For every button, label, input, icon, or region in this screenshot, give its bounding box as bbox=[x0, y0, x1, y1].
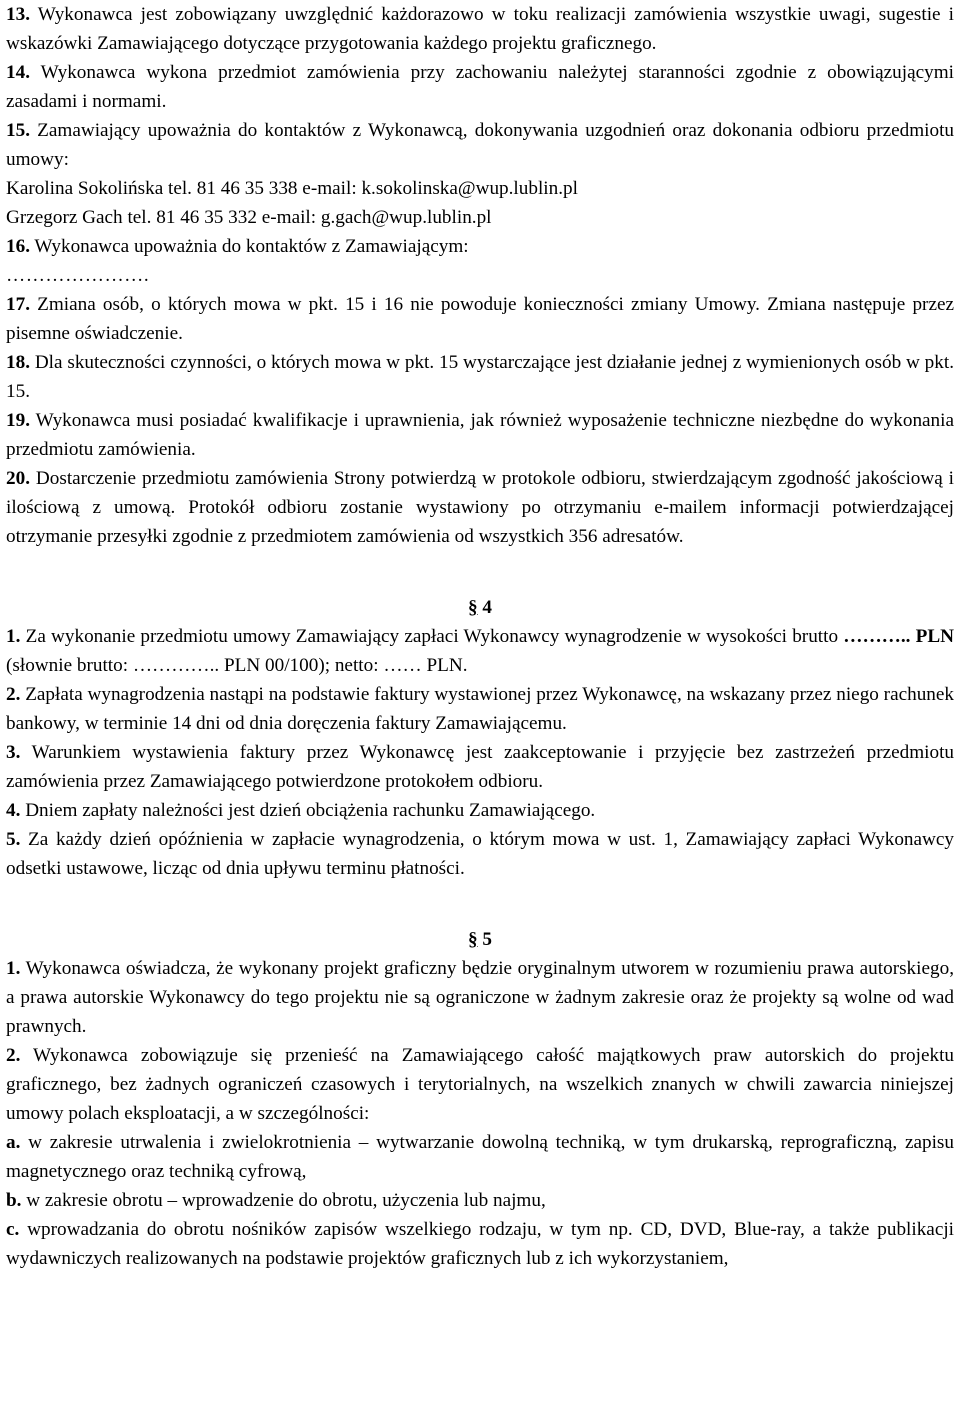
s4-paragraph-4 bbox=[6, 796, 954, 825]
s4-paragraph-5 bbox=[6, 825, 954, 883]
item-text: Zamawiający upoważnia do kontaktów z Wykonawcą, dokonywania uzgodnień oraz dokonania odbioru przedmiotu umowy: bbox=[6, 120, 954, 170]
item-text: Za wykonanie przedmiotu umowy Zamawiający zapłaci Wykonawcy wynagrodzenie w wysokości brutto bbox=[20, 626, 844, 647]
item-number: 5. bbox=[6, 829, 21, 850]
paragraph-14 bbox=[6, 58, 954, 116]
item-letter: a. bbox=[6, 1132, 21, 1153]
item-number: 14. bbox=[6, 62, 30, 83]
item-text: w zakresie obrotu – wprowadzenie do obrotu, użyczenia lub najmu, bbox=[21, 1190, 546, 1211]
item-number: 18. bbox=[6, 352, 30, 373]
item-text: Wykonawca musi posiadać kwalifikacje i uprawnienia, jak również wyposażenie techniczne niezbędne do wykonania przedmiotu zamówienia. bbox=[6, 410, 954, 460]
item-text: Wykonawca zobowiązuje się przenieść na Zamawiającego całość majątkowych praw autorskich do projektu graficznego, bez żadnych ograniczeń czasowych i terytorialnych, na wszelkich znanych w chwili zawarcia niniejszej umowy polach eksploatacji, a w szczególności: bbox=[6, 1045, 954, 1124]
s4-paragraph-2 bbox=[6, 680, 954, 738]
paragraph-17 bbox=[6, 290, 954, 348]
item-text: Zapłata wynagrodzenia nastąpi na podstawie faktury wystawionej przez Wykonawcę, na wskazany przez niego rachunek bankowy, w terminie 14 dni od dnia doręczenia faktury Zamawiającemu. bbox=[6, 684, 954, 734]
s4-paragraph-1 bbox=[6, 622, 954, 680]
paragraph-sign: § bbox=[468, 597, 478, 618]
amount-placeholder: ……….. PLN bbox=[843, 626, 954, 647]
item-text: Zmiana osób, o których mowa w pkt. 15 i 16 nie powoduje konieczności zmiany Umowy. Zmiana następuje przez pisemne oświadczenie. bbox=[6, 294, 954, 344]
item-letter: c. bbox=[6, 1219, 20, 1240]
section-number: 4 bbox=[482, 597, 492, 618]
item-text: Wykonawca upoważnia do kontaktów z Zamawiającym: bbox=[29, 236, 469, 257]
s5-item-c bbox=[6, 1215, 954, 1273]
contact-line-2: Grzegorz Gach tel. 81 46 35 332 e-mail: g.gach@wup.lublin.pl bbox=[6, 207, 492, 228]
s5-paragraph-1 bbox=[6, 954, 954, 1041]
item-number: 17. bbox=[6, 294, 30, 315]
item-number: 4. bbox=[6, 800, 21, 821]
item-letter: b. bbox=[6, 1190, 22, 1211]
item-number: 1. bbox=[6, 958, 21, 979]
s5-paragraph-2 bbox=[6, 1041, 954, 1128]
section-heading-5 bbox=[6, 912, 954, 954]
item-text: wprowadzania do obrotu nośników zapisów wszelkiego rodzaju, w tym np. CD, DVD, Blue-ray, a także publikacji wydawniczych realizowanych na podstawie projektów graficznych lub z ich wykorzystaniem, bbox=[6, 1219, 954, 1269]
paragraph-16 bbox=[6, 232, 954, 261]
item-number: 2. bbox=[6, 684, 21, 705]
item-text: Wykonawca wykona przedmiot zamówienia przy zachowaniu należytej staranności zgodnie z obowiązującymi zasadami i normami. bbox=[6, 62, 954, 112]
item-number: 3. bbox=[6, 742, 21, 763]
item-number: 13. bbox=[6, 4, 30, 25]
item-number: 15. bbox=[6, 120, 30, 141]
spacer bbox=[6, 551, 954, 580]
item-text: Wykonawca jest zobowiązany uwzględnić każdorazowo w toku realizacji zamówienia wszystkie uwagi, sugestie i wskazówki Zamawiającego dotyczące przygotowania każdego projektu graficznego. bbox=[6, 4, 954, 54]
paragraph-19 bbox=[6, 406, 954, 464]
item-text: Dniem zapłaty należności jest dzień obciążenia rachunku Zamawiającego. bbox=[20, 800, 596, 821]
section-number: 5 bbox=[482, 929, 492, 950]
item-text: Za każdy dzień opóźnienia w zapłacie wynagrodzenia, o którym mowa w ust. 1, Zamawiający zapłaci Wykonawcy odsetki ustawowe, licząc od dnia upływu terminu płatności. bbox=[6, 829, 954, 879]
item-number: 2. bbox=[6, 1045, 21, 1066]
item-number: 1. bbox=[6, 626, 21, 647]
paragraph-18 bbox=[6, 348, 954, 406]
paragraph-15 bbox=[6, 116, 954, 174]
s5-item-a bbox=[6, 1128, 954, 1186]
item-text: Warunkiem wystawienia faktury przez Wykonawcę jest zaakceptowanie i przyjęcie bez zastrzeżeń przedmiotu zamówienia przez Zamawiającego potwierdzone protokołem odbioru. bbox=[6, 742, 954, 792]
s5-item-b bbox=[6, 1186, 954, 1215]
spacer bbox=[6, 883, 954, 912]
item-number: 20. bbox=[6, 468, 30, 489]
item-text: Wykonawca oświadcza, że wykonany projekt graficzny będzie oryginalnym utworem w rozumieniu prawa autorskiego, a prawa autorskie Wykonawcy do tego projektu nie są ograniczone w żadnym zakresie oraz że projekty są wolne od wad prawnych. bbox=[6, 958, 954, 1037]
s4-paragraph-3 bbox=[6, 738, 954, 796]
item-text: Dostarczenie przedmiotu zamówienia Strony potwierdzą w protokole odbioru, stwierdzającym zgodność jakościową i ilościową z umową. Protokół odbioru zostanie wystawiony po otrzymaniu e-mailem informacji potwierdzającej otrzymanie przesyłki zgodnie z przedmiotem zamówienia od wszystkich 356 adresatów. bbox=[6, 468, 954, 547]
paragraph-20 bbox=[6, 464, 954, 551]
item-text: Dla skuteczności czynności, o których mowa w pkt. 15 wystarczające jest działanie jednej z wymienionych osób w pkt. 15. bbox=[6, 352, 954, 402]
section-heading-4 bbox=[6, 580, 954, 622]
placeholder-dots: …………………. bbox=[6, 265, 150, 286]
item-text: w zakresie utrwalenia i zwielokrotnienia – wytwarzanie dowolną techniką, w tym drukarską, reprograficzną, zapisu magnetycznego oraz techniką cyfrową, bbox=[6, 1132, 954, 1182]
paragraph-13 bbox=[6, 0, 954, 58]
contact-line-1: Karolina Sokolińska tel. 81 46 35 338 e-mail: k.sokolinska@wup.lublin.pl bbox=[6, 178, 578, 199]
item-number: 19. bbox=[6, 410, 30, 431]
item-number: 16. bbox=[6, 236, 30, 257]
item-text-cont: (słownie brutto: ………….. PLN 00/100); netto: …… PLN. bbox=[6, 655, 468, 676]
paragraph-sign: § bbox=[468, 929, 478, 950]
